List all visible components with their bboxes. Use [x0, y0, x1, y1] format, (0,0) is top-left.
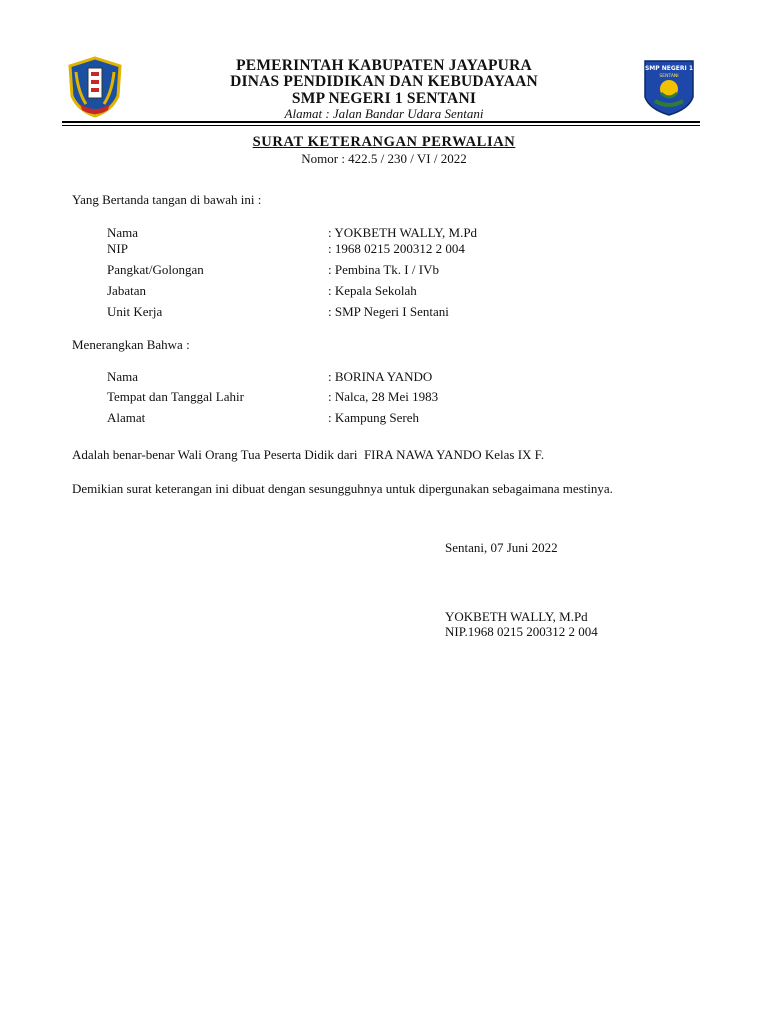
guardian-address-value: : Kampung Sereh	[328, 410, 419, 425]
guardian-birth-label: Tempat dan Tanggal Lahir	[107, 389, 244, 404]
letterhead-rule-thick	[62, 121, 700, 123]
closing-paragraph: Demikian surat keterangan ini dibuat dengan sesungguhnya untuk dipergunakan sebagaimana mestinya.	[72, 481, 613, 496]
guardian-name-label: Nama	[107, 369, 139, 384]
letterhead-rule-thin	[62, 125, 700, 126]
signer-unit-value: : SMP Negeri I Sentani	[328, 304, 449, 319]
school-logo-text: SMP NEGERI 1	[644, 65, 694, 72]
guardian-birth-value: : Nalca, 28 Mei 1983	[328, 389, 439, 404]
letterhead-department: DINAS PENDIDIKAN DAN KEBUDAYAAN	[230, 73, 538, 90]
place-date: Sentani, 07 Juni 2022	[445, 540, 558, 555]
guardian-statement: Adalah benar-benar Wali Orang Tua Peserta Didik dari FIRA NAWA YANDO Kelas IX F.	[72, 447, 545, 462]
guardian-address-label: Alamat	[107, 410, 146, 425]
signer-nip-value: : 1968 0215 200312 2 004	[328, 241, 465, 256]
signer-nip-label: NIP	[107, 241, 128, 256]
signer-name-value: : YOKBETH WALLY, M.Pd	[328, 225, 478, 240]
signer-signature-name: YOKBETH WALLY, M.Pd	[445, 609, 588, 624]
signer-rank-value: : Pembina Tk. I / IVb	[328, 262, 439, 277]
letterhead-address: Alamat : Jalan Bandar Udara Sentani	[284, 106, 484, 121]
signer-position-value: : Kepala Sekolah	[328, 283, 417, 298]
signer-rank-label: Pangkat/Golongan	[107, 262, 204, 277]
signer-signature-nip: NIP.1968 0215 200312 2 004	[445, 624, 598, 639]
letterhead-government: PEMERINTAH KABUPATEN JAYAPURA	[236, 57, 532, 74]
declare-text: Menerangkan Bahwa :	[72, 337, 190, 352]
school-logo-subtext: SENTANI	[659, 74, 679, 79]
signer-name-label: Nama	[107, 225, 139, 240]
letter-number: Nomor : 422.5 / 230 / VI / 2022	[301, 151, 467, 166]
guardian-name-value: : BORINA YANDO	[328, 369, 433, 384]
signer-position-label: Jabatan	[107, 283, 146, 298]
signer-unit-label: Unit Kerja	[107, 304, 163, 319]
letterhead-school: SMP NEGERI 1 SENTANI	[291, 90, 477, 107]
letter-title: SURAT KETERANGAN PERWALIAN	[252, 134, 516, 150]
intro-text: Yang Bertanda tangan di bawah ini :	[72, 192, 262, 207]
